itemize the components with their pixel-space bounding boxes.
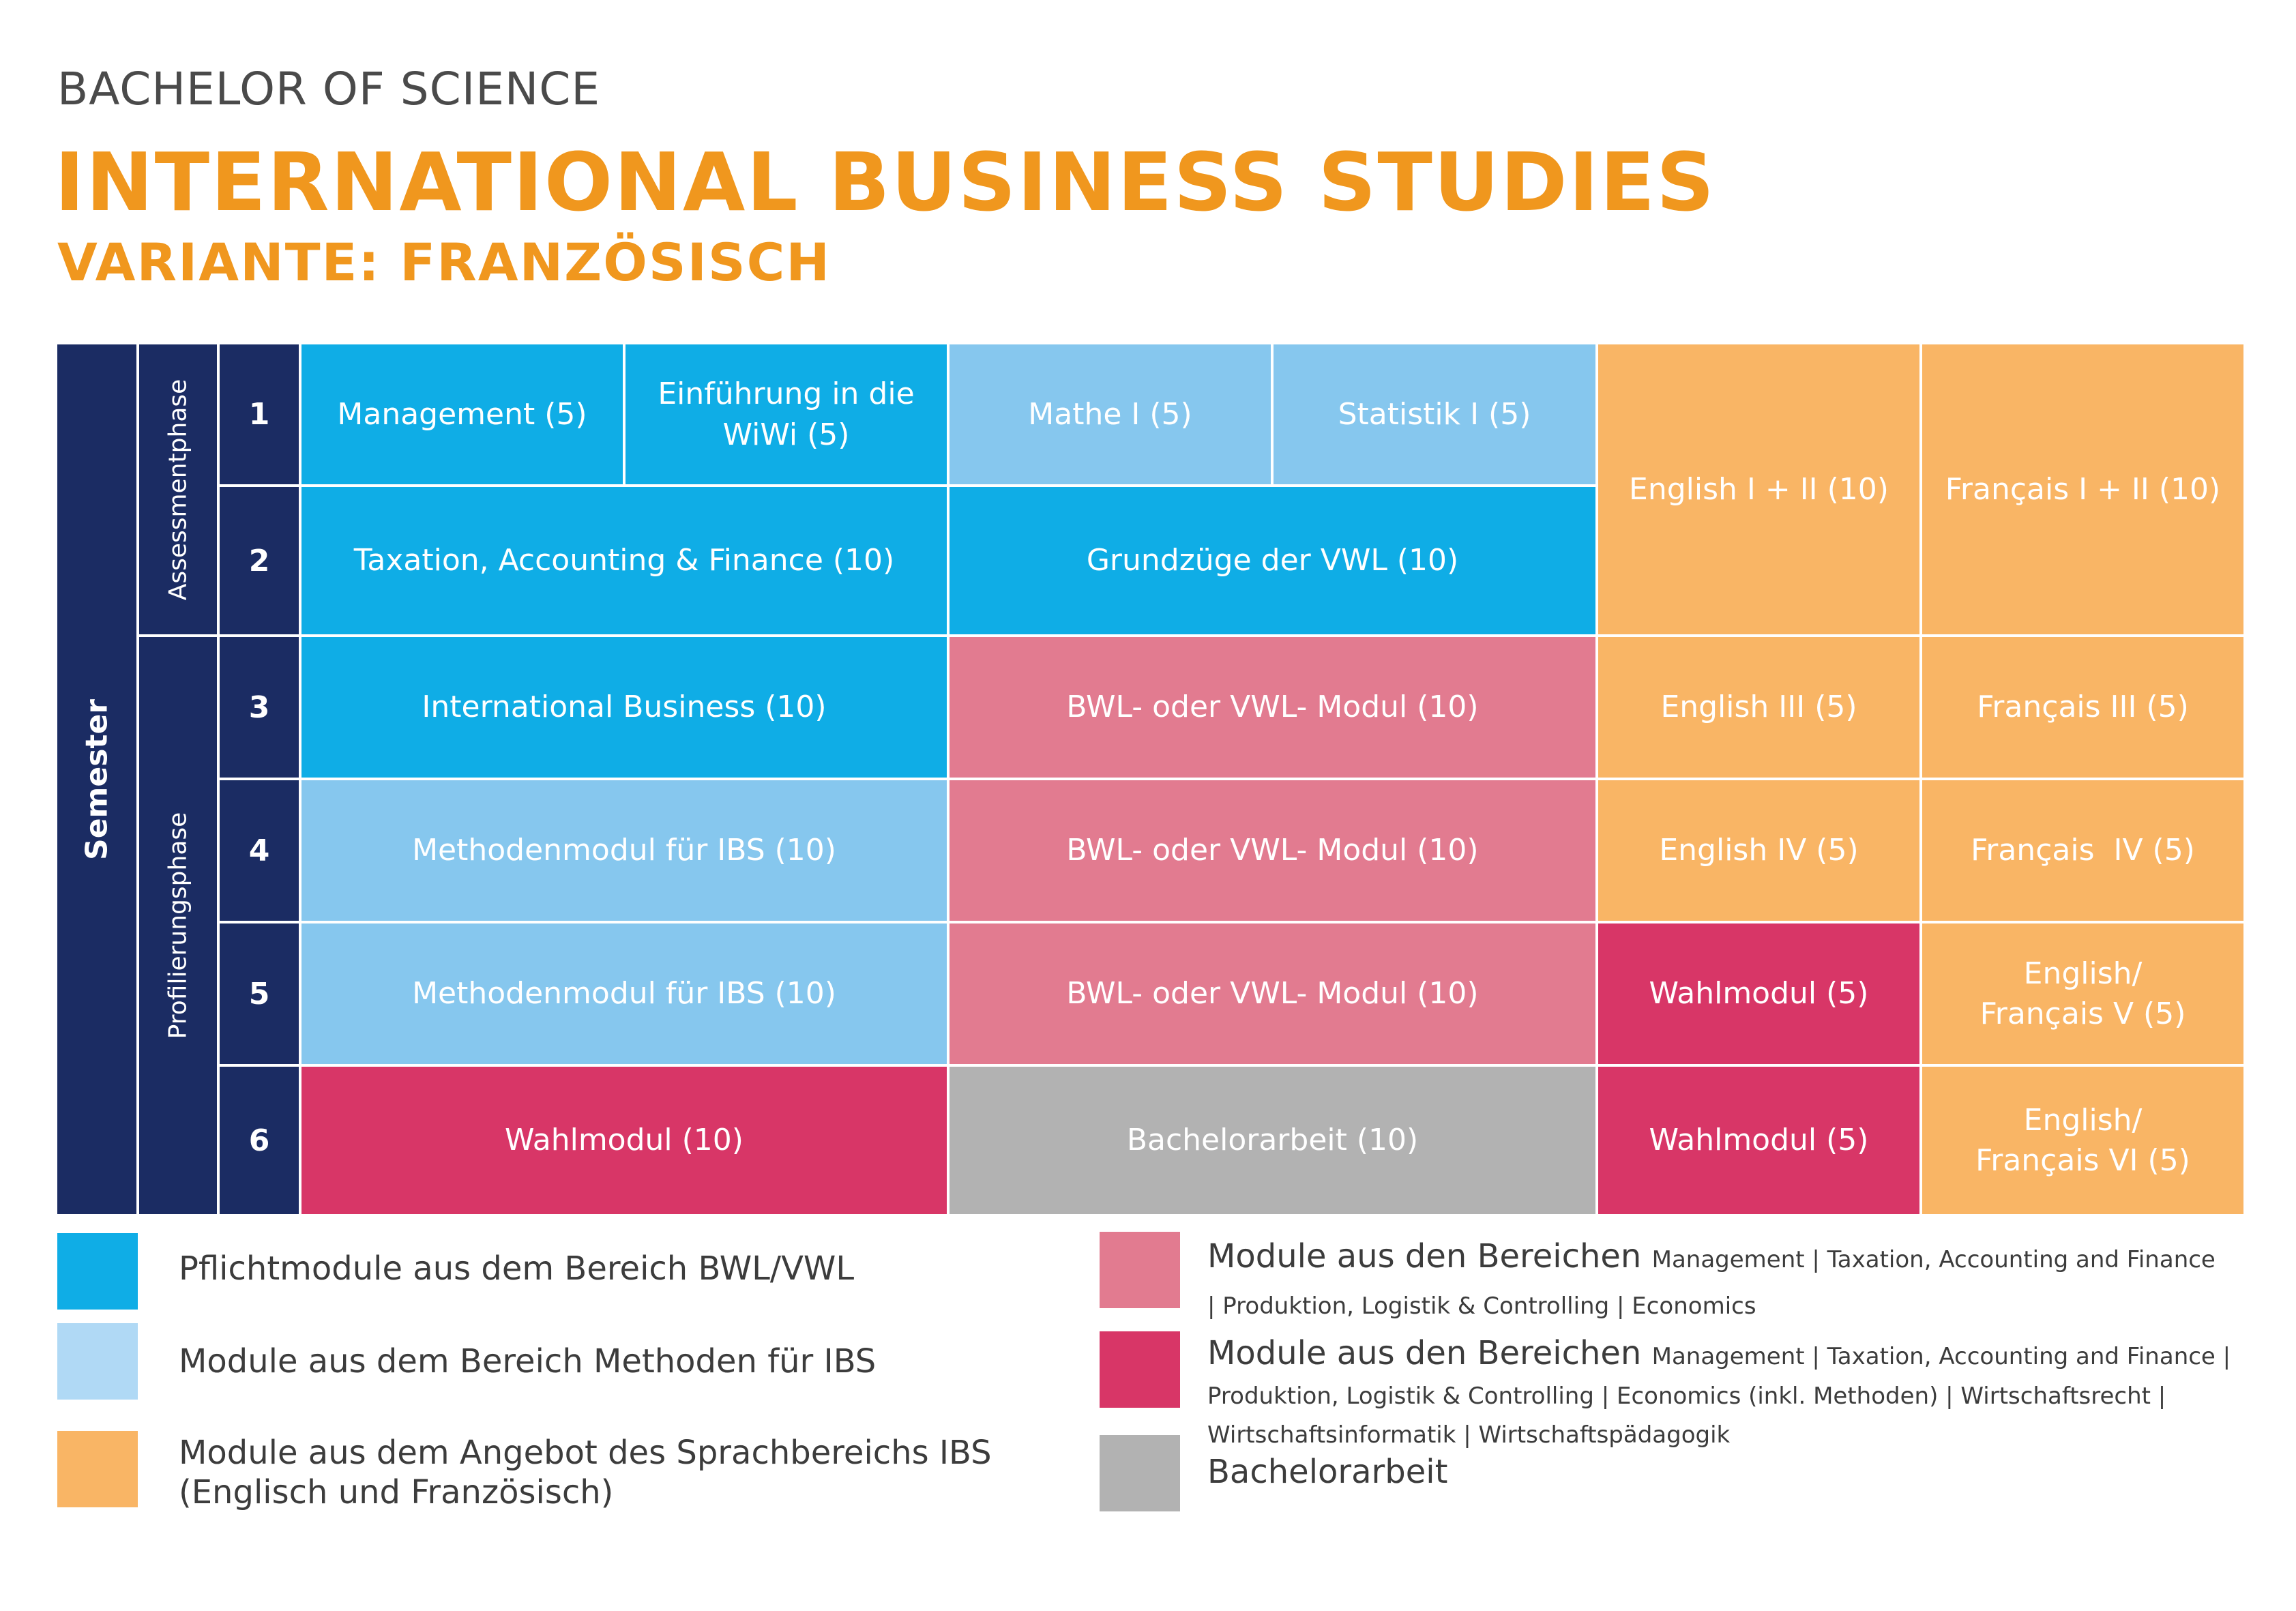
semester-axis-label: Semester — [79, 698, 115, 860]
module-cell: BWL- oder VWL- Modul (10) — [950, 637, 1595, 778]
legend-label-pflicht: Pflichtmodule aus dem Bereich BWL/VWL — [179, 1250, 855, 1288]
legend-swatch-sprach — [57, 1431, 138, 1507]
semester-number-4: 4 — [220, 780, 299, 921]
module-cell: Mathe I (5) — [950, 344, 1271, 484]
legend-label-bereiche-b — [1207, 1334, 2271, 1452]
module-cell-line: Einführung in die — [658, 376, 915, 412]
legend-label-detail: Wirtschaftsinformatik | Wirtschaftspädagogik — [1207, 1421, 1731, 1449]
semester-number-2: 2 — [220, 487, 299, 634]
legend-label-detail: Management | Taxation, Accounting and Finance | — [1651, 1343, 2231, 1370]
phase-assessment — [139, 344, 217, 634]
module-cell-line: English/ — [2023, 1102, 2143, 1138]
legend-label-sprach-line: Module aus dem Angebot des Sprachbereichs IBS — [179, 1434, 992, 1472]
module-cell: Français IV (5) — [1922, 780, 2243, 921]
module-cell — [1922, 1067, 2243, 1214]
phase-assessment-label: Assessmentphase — [164, 379, 192, 600]
legend-swatch-bereiche-b — [1100, 1331, 1180, 1408]
module-cell-line: Français VI (5) — [1975, 1143, 2190, 1178]
module-cell-line: Français V (5) — [1979, 996, 2186, 1031]
module-cell — [625, 344, 947, 484]
module-cell: English IV (5) — [1598, 780, 1919, 921]
phase-profilierung-label: Profilierungsphase — [164, 812, 192, 1039]
module-cell: BWL- oder VWL- Modul (10) — [950, 923, 1595, 1064]
legend-label-detail: Produktion, Logistik & Controlling | Economics (inkl. Methoden) | Wirtschaftsrecht | — [1207, 1382, 2166, 1410]
legend-swatch-bachelorarbeit — [1100, 1435, 1180, 1511]
program-variant: VARIANTE: FRANZÖSISCH — [57, 232, 831, 293]
semester-number-3: 3 — [220, 637, 299, 778]
module-cell: Grundzüge der VWL (10) — [950, 487, 1595, 634]
legend-swatch-bereiche-a — [1100, 1232, 1180, 1308]
semester-number-5: 5 — [220, 923, 299, 1064]
module-cell: Methodenmodul für IBS (10) — [301, 780, 947, 921]
legend-label-detail: | Produktion, Logistik & Controlling | Economics — [1207, 1292, 1756, 1320]
legend-label-sprach — [179, 1434, 992, 1512]
module-cell: Bachelorarbeit (10) — [950, 1067, 1595, 1214]
module-cell: Methodenmodul für IBS (10) — [301, 923, 947, 1064]
module-cell: English III (5) — [1598, 637, 1919, 778]
semester-number-1: 1 — [220, 344, 299, 484]
module-cell: English I + II (10) — [1598, 344, 1919, 634]
legend-swatch-methoden — [57, 1323, 138, 1400]
legend-label-bereiche-a — [1207, 1237, 2258, 1322]
module-cell-line: English/ — [2023, 956, 2143, 991]
legend-label-lead: Module aus den Bereichen — [1207, 1237, 1642, 1275]
program-title: INTERNATIONAL BUSINESS STUDIES — [55, 135, 1716, 229]
module-cell-line: WiWi (5) — [722, 417, 850, 452]
module-cell: BWL- oder VWL- Modul (10) — [950, 780, 1595, 921]
semester-axis — [57, 344, 136, 1214]
legend-label-sprach-line: (Englisch und Französisch) — [179, 1473, 614, 1511]
legend-label-bachelorarbeit: Bachelorarbeit — [1207, 1453, 1448, 1491]
module-cell: Taxation, Accounting & Finance (10) — [301, 487, 947, 634]
module-cell: Management (5) — [301, 344, 623, 484]
module-cell: Français I + II (10) — [1922, 344, 2243, 634]
program-degree: BACHELOR OF SCIENCE — [57, 63, 601, 115]
legend-label-lead: Module aus den Bereichen — [1207, 1334, 1642, 1372]
legend-label-methoden: Module aus dem Bereich Methoden für IBS — [179, 1342, 877, 1380]
module-cell — [1922, 923, 2243, 1064]
legend-swatch-pflicht — [57, 1233, 138, 1310]
module-cell: Wahlmodul (10) — [301, 1067, 947, 1214]
semester-number-6: 6 — [220, 1067, 299, 1214]
module-cell: Wahlmodul (5) — [1598, 923, 1919, 1064]
module-cell: Statistik I (5) — [1274, 344, 1595, 484]
phase-profilierung — [139, 637, 217, 1214]
module-cell: Wahlmodul (5) — [1598, 1067, 1919, 1214]
legend-label-detail: Management | Taxation, Accounting and Finance — [1651, 1246, 2216, 1273]
module-cell: International Business (10) — [301, 637, 947, 778]
module-cell: Français III (5) — [1922, 637, 2243, 778]
